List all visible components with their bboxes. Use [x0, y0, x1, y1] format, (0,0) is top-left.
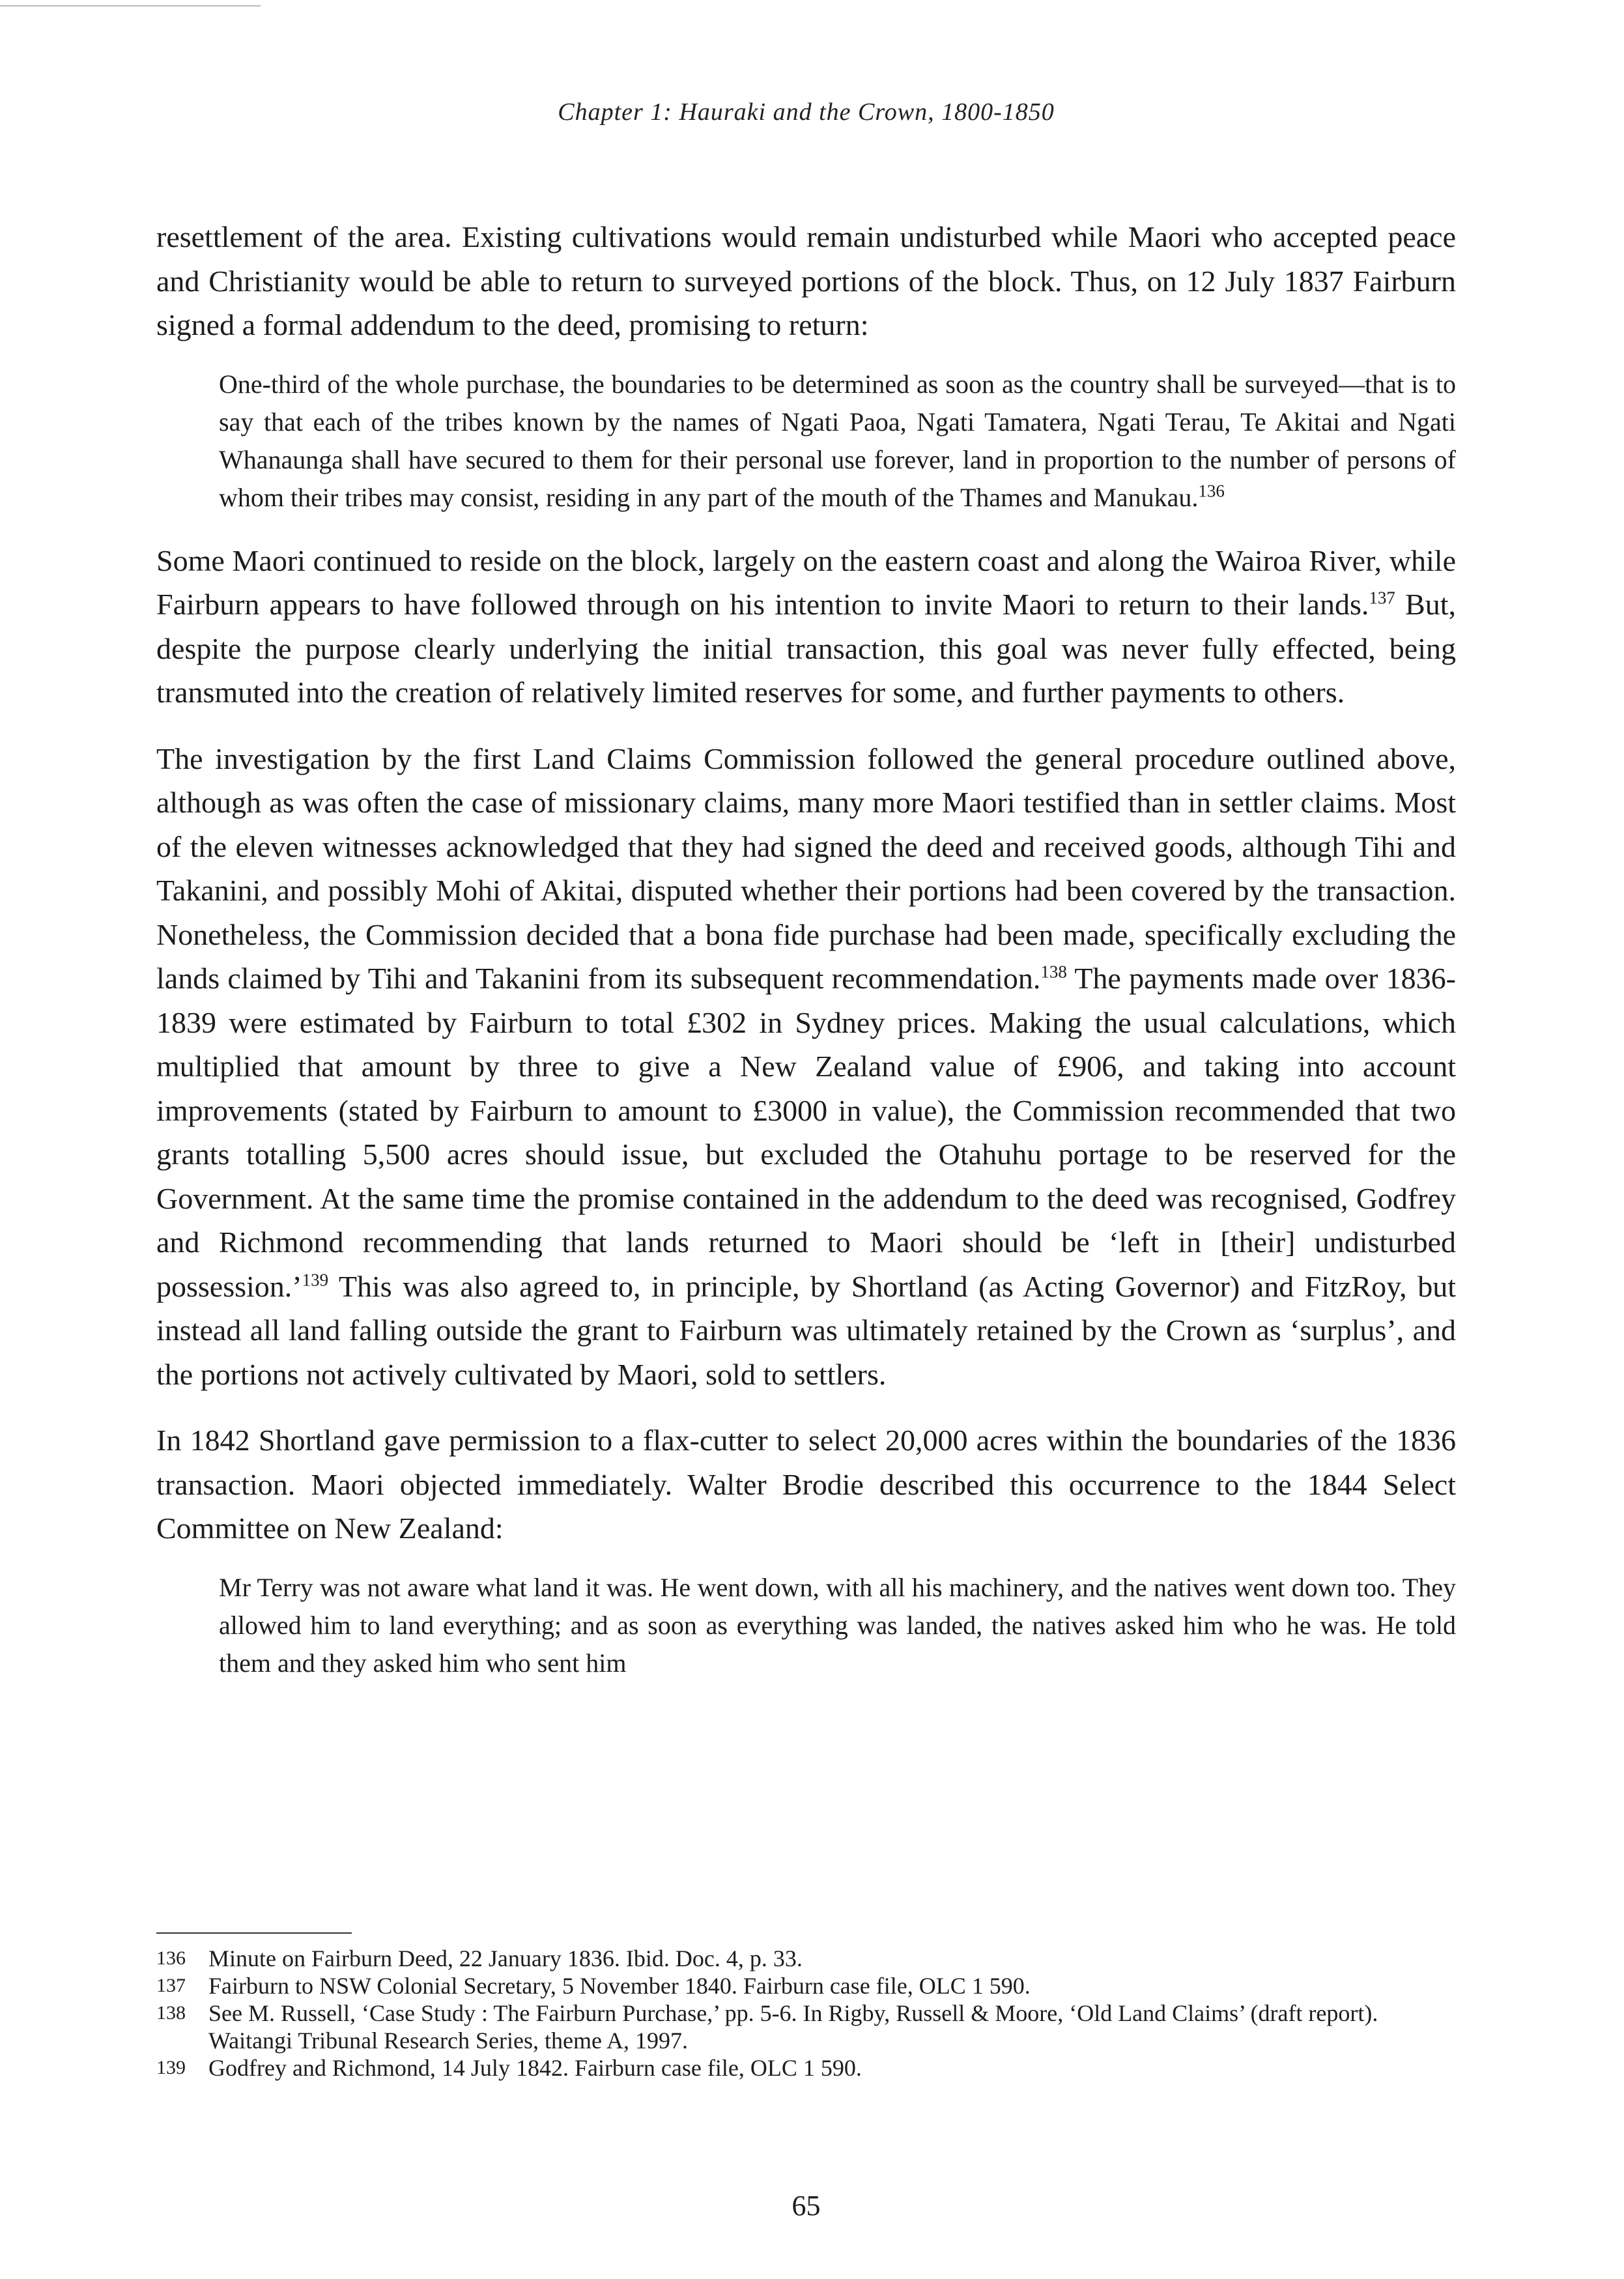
footnotes [156, 1945, 1456, 2082]
paragraph-text: The payments made over 1836-1839 were estimated by Fairburn to total £302 in Sydney prices. Making the usual calculations, which multiplied that amount by three to give a New Zealand value of £906, and taking into account improvements (stated by Fairburn to amount to £3000 in value), the Commission recommended that two grants totalling 5,500 acres should issue, but excluded the Otahuhu portage to be reserved for the Government. At the same time the promise contained in the addendum to the deed was recognised, Godfrey and Richmond recommending that lands returned to Maori should be ‘left in [their] undisturbed possession.’ [156, 962, 1456, 1303]
running-header: Chapter 1: Hauraki and the Crown, 1800-1850 [558, 98, 1055, 126]
paragraph: In 1842 Shortland gave permission to a flax-cutter to select 20,000 acres within the boundaries of the 1836 transaction. Maori objected immediately. Walter Brodie described this occurrence to the 1844 Select Committee on New Zealand: [156, 1424, 1456, 1545]
footnote-number: 136 [156, 1947, 186, 1969]
footnote-divider [156, 1932, 352, 1934]
paragraph [156, 539, 1456, 715]
footnote [156, 1945, 1456, 1972]
paragraph-text: But, despite the purpose clearly underlying the initial transaction, this goal was never fully effected, being transmuted into the creation of relatively limited reserves for some, and further payments to others. [156, 588, 1456, 709]
footnote-text: Fairburn to NSW Colonial Secretary, 5 November 1840. Fairburn case file, OLC 1 590. [208, 1973, 1031, 1999]
paragraph [156, 737, 1456, 1397]
footnote [156, 2054, 1456, 2082]
footnote-text: Godfrey and Richmond, 14 July 1842. Fairburn case file, OLC 1 590. [208, 2055, 862, 2081]
paragraph-text: The investigation by the first Land Claims Commission followed the general procedure outlined above, although as was often the case of missionary claims, many more Maori testified than in settler claims. Most of the eleven witnesses acknowledged that they had signed the deed and received goods, although Tihi and Takanini, and possibly Mohi of Akitai, disputed whether their portions had been covered by the transaction. Nonetheless, the Commission decided that a bona fide purchase had been made, specifically excluding the lands claimed by Tihi and Takanini from its subsequent recommendation. [156, 741, 1456, 995]
footnote-number: 139 [156, 2057, 186, 2078]
footnote [156, 2000, 1456, 2054]
main-text [156, 215, 1456, 1704]
paragraph-text: Some Maori continued to reside on the block, largely on the eastern coast and along the Wairoa River, while Fairburn appears to have followed through on his intention to invite Maori to return to their lands. [156, 543, 1456, 621]
footnote-ref[interactable]: 136 [1198, 481, 1225, 501]
page-number: 65 [791, 2190, 821, 2222]
footnote-number: 137 [156, 1975, 186, 1996]
block-quote [219, 1569, 1456, 1682]
footnote-ref[interactable]: 138 [1040, 962, 1067, 982]
quote-text: One-third of the whole purchase, the boundaries to be determined as soon as the country shall be surveyed—that is to say that each of the tribes known by the names of Ngati Paoa, Ngati Tamatera, Ngati Terau, Te Akitai and Ngati Whanaunga shall have secured to them for their personal use forever, land in proportion to the number of persons of whom their tribes may consist, residing in any part of the mouth of the Thames and Manukau. [219, 369, 1456, 512]
footnote-ref[interactable]: 137 [1369, 588, 1395, 608]
footnote-text: Minute on Fairburn Deed, 22 January 1836. Ibid. Doc. 4, p. 33. [208, 1945, 803, 1971]
footnote-number: 138 [156, 2002, 186, 2024]
quote-text: Mr Terry was not aware what land it was. He went down, with all his machinery, and the natives went down too. They allowed him to land everything; and as soon as everything was landed, the natives asked him who he was. He told them and they asked him who sent him [219, 1572, 1456, 1678]
footnote [156, 1972, 1456, 2000]
paragraph-text: This was also agreed to, in principle, by Shortland (as Acting Governor) and FitzRoy, but instead all land falling outside the grant to Fairburn was ultimately retained by the Crown as ‘surplus’, and the portions not actively cultivated by Maori, sold to settlers. [156, 1269, 1456, 1391]
paragraph: resettlement of the area. Existing cultivations would remain undisturbed while Maori who accepted peace and Christianity would be able to return to surveyed portions of the block. Thus, on 12 July 1837 Fairburn signed a formal addendum to the deed, promising to return: [156, 220, 1456, 341]
footnote-ref[interactable]: 139 [302, 1270, 329, 1290]
footnote-text: See M. Russell, ‘Case Study : The Fairburn Purchase,’ pp. 5-6. In Rigby, Russell & Moore, ‘Old Land Claims’ (draft report). Waitangi Tribunal Research Series, theme A, 1997. [208, 2000, 1378, 2054]
scan-edge-line [0, 5, 261, 7]
block-quote [219, 366, 1456, 517]
